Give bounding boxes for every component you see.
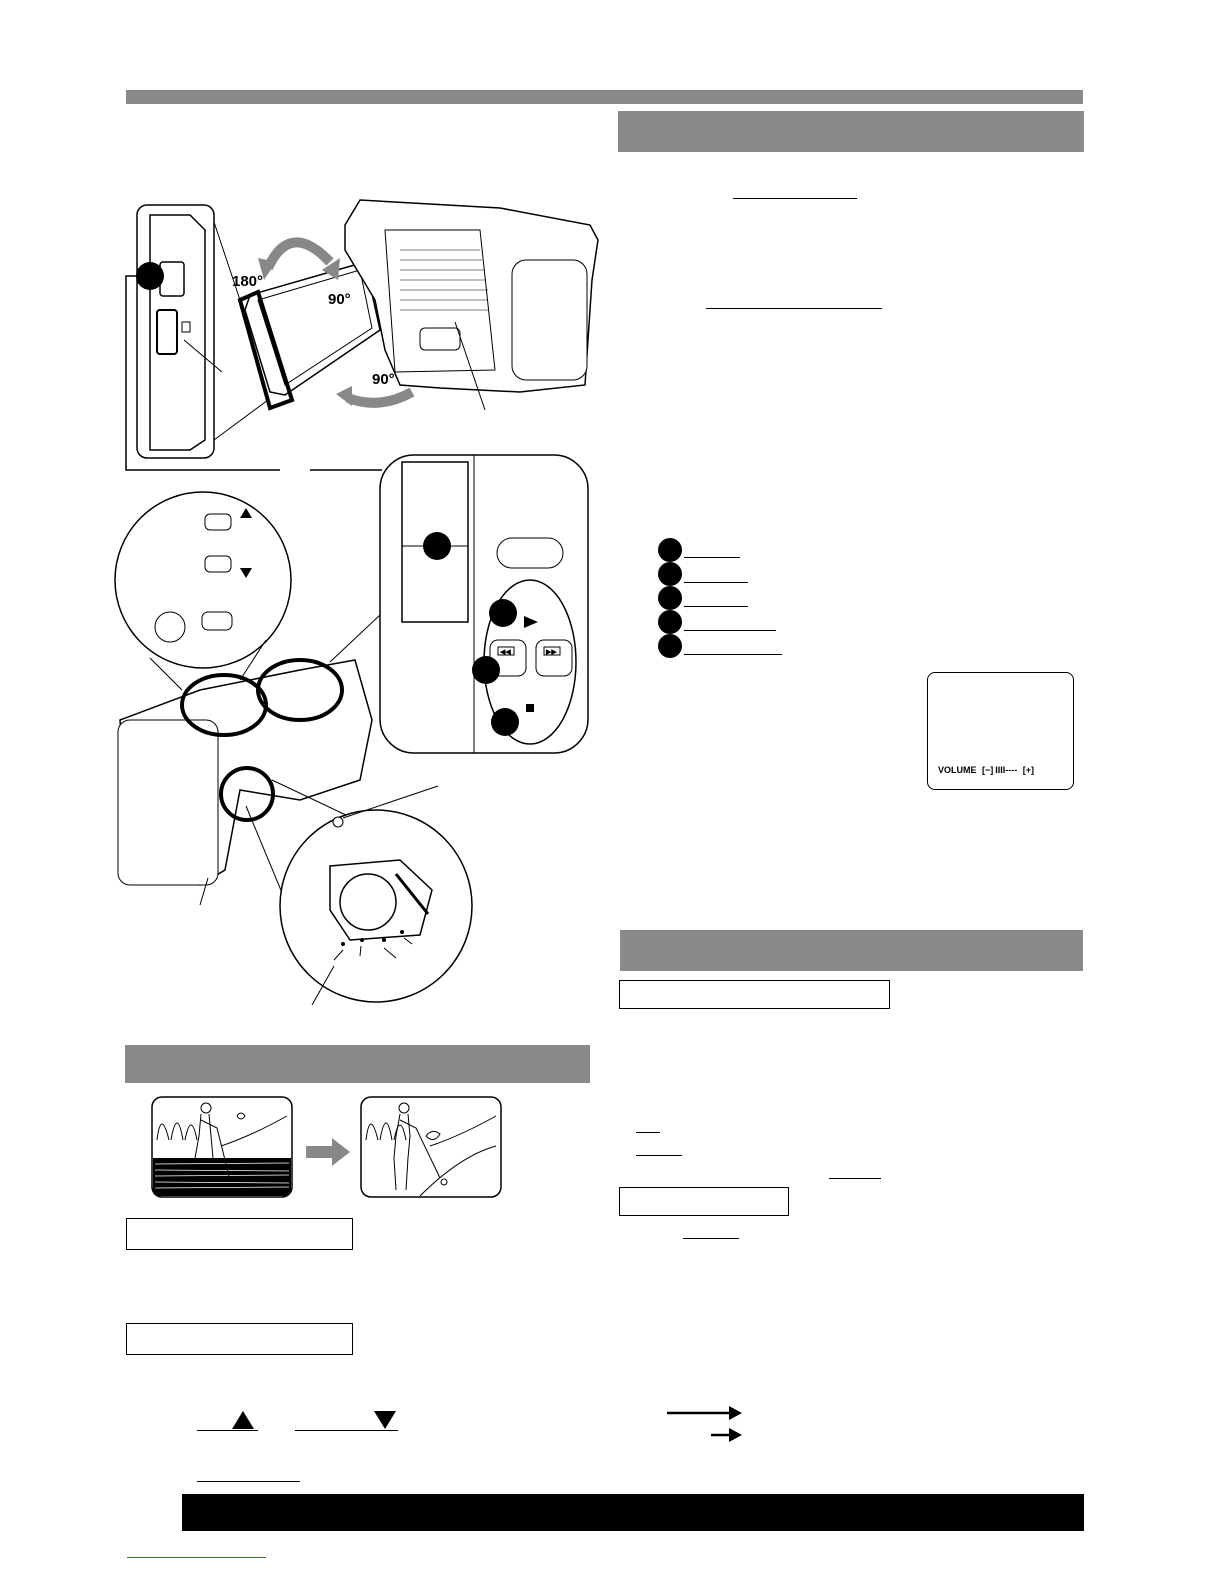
fast-forward-icon: ▶▶: [546, 649, 557, 656]
angle-90-bottom-label: 90°: [372, 371, 395, 388]
footer-bar: [182, 1494, 1084, 1531]
underline-5: [829, 1178, 881, 1179]
angle-90-top-label: 90°: [328, 291, 351, 308]
list-bullet-2: [658, 562, 682, 586]
golfer-image-noisy: [151, 1096, 293, 1198]
section-header-bar-1: [618, 111, 1084, 152]
subheading-box-left-2: [126, 1323, 353, 1355]
underline-4: [636, 1155, 682, 1156]
list-bullet-1: [658, 538, 682, 562]
underline-9: [197, 1481, 300, 1482]
angle-180-label: 180°: [232, 273, 264, 290]
footer-link-underline: [127, 1557, 266, 1558]
list-bullet-4: [658, 610, 682, 634]
underline-3: [636, 1132, 660, 1133]
arrow-right-icon: [667, 1403, 747, 1447]
golfer-image-clean: [360, 1096, 502, 1198]
subheading-box-right-2: [619, 1187, 789, 1216]
top-rule: [126, 90, 1083, 104]
underline-2: [706, 308, 882, 309]
subheading-box-right-1: [619, 980, 890, 1009]
list-bullet-5: [658, 634, 682, 658]
numbered-list: [658, 538, 798, 658]
rewind-icon: ◀◀: [500, 649, 511, 656]
section-header-bar-left: [125, 1045, 590, 1083]
camcorder-illustration: [110, 195, 600, 1015]
underline-6: [683, 1238, 739, 1239]
list-bullet-3: [658, 586, 682, 610]
underline-8: [295, 1430, 398, 1431]
volume-display-screen: [927, 672, 1074, 790]
underline-7: [197, 1430, 258, 1431]
volume-display-text: VOLUME [−] IIII---- [+]: [938, 765, 1035, 775]
thick-arrow-icon: [306, 1138, 350, 1166]
down-triangle-icon: [374, 1411, 396, 1429]
section-header-bar-2: [620, 930, 1083, 971]
stop-icon: [526, 704, 534, 712]
underline-1: [733, 198, 857, 199]
up-triangle-icon: [232, 1411, 254, 1429]
subheading-box-left-1: [126, 1218, 353, 1250]
